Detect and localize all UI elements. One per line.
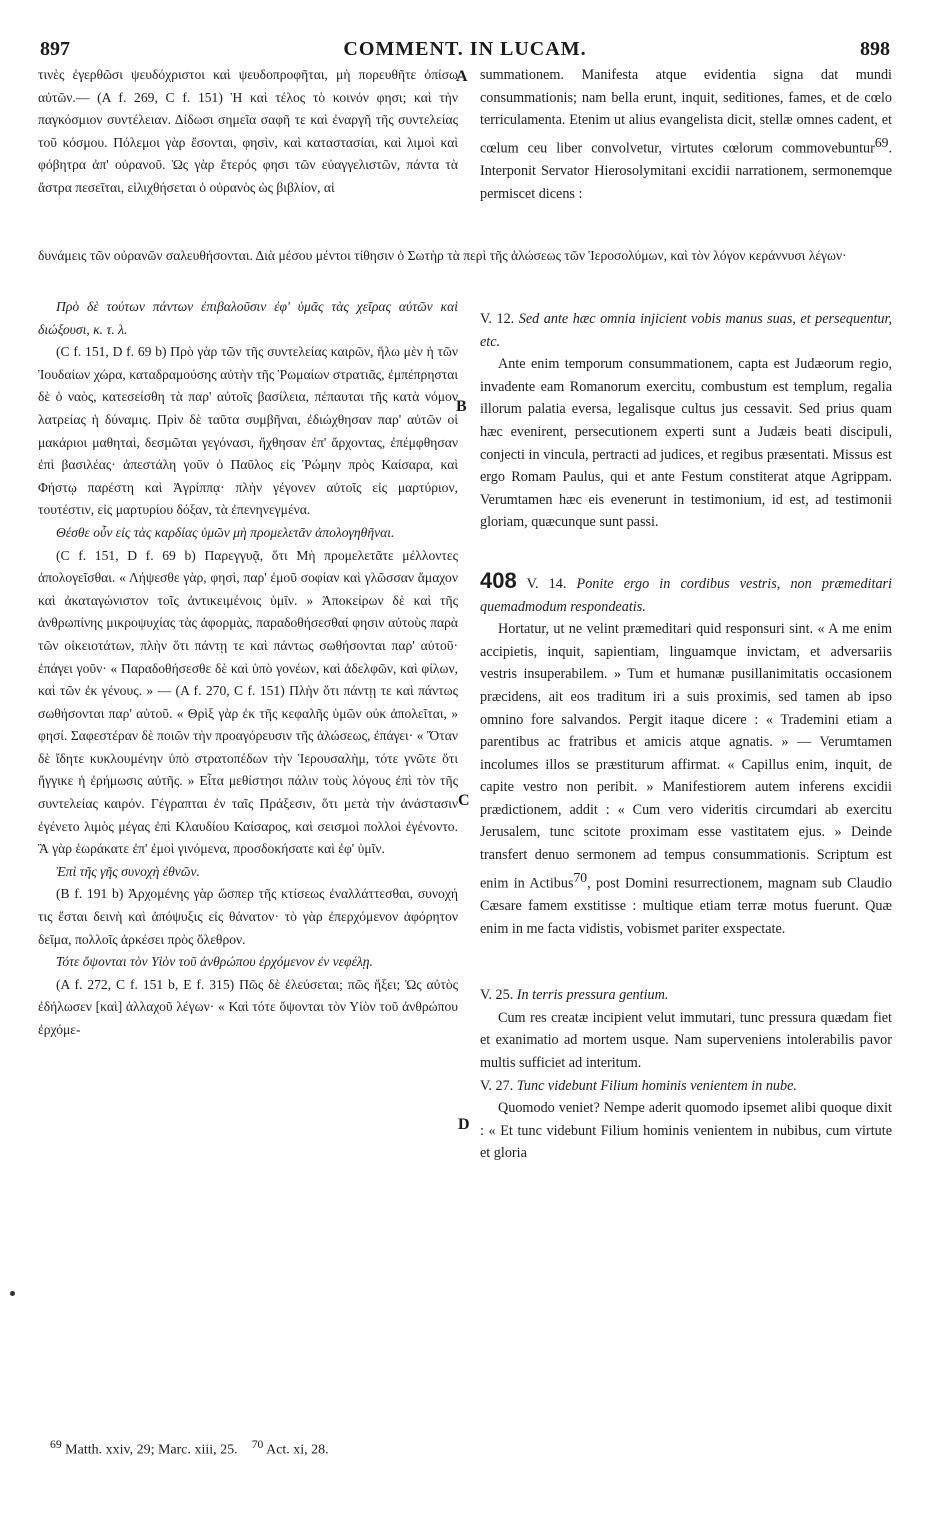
greek-lemma: Θέσθε οὖν εἰς τὰς καρδίας ὑμῶν μὴ προμελετᾶν ἀπολογηθῆναι. xyxy=(56,524,395,540)
latin-paragraph: Quomodo veniet? Nempe aderit quomodo ipsemet alibi quoque dixit : « Et tunc videbunt Filium hominis venientem in nubibus, cum virtute et gloria xyxy=(480,1100,892,1162)
greek-lemma: Ἐπὶ τῆς γῆς συνοχὴ ἐθνῶν. xyxy=(56,863,200,879)
footnote-ref: 69 xyxy=(874,134,889,150)
latin-column xyxy=(480,308,892,1165)
verse-heading: V. 27. Tunc videbunt Filium hominis venientem in nube. xyxy=(480,1077,797,1094)
greek-paragraph: (B f. 191 b) Ἀρχομένης γὰρ ὥσπερ τῆς κτίσεως ἐναλλάττεσθαι, συνοχή τις ἔσται δεινὴ καὶ ἀπόψυξις εἰς θάνατον· τὸ γὰρ ἐπερχόμενον ἀφόρητον δεῖμα, πολλοῖς ἀρκέσει πρὸς ὄλεθρον. xyxy=(38,886,458,947)
margin-letter-c: C xyxy=(458,792,470,809)
latin-column-top xyxy=(480,64,892,205)
greek-paragraph: (C f. 151, D f. 69 b) Παρεγγυᾷ, ὅτι Μὴ προμελετᾶτε μέλλοντες ἀπολογεῖσθαι. « Λήψεσθε γὰρ, φησὶ, παρ' ἐμοῦ σοφίαν καὶ γλῶσσαν ἄμαχον καὶ ἀκαταγώνιστον τοῖς ἀντικειμένοις ὑμῖν. » Ἀποκείρων δὲ καὶ τῆς ἀνθρωπίνης μικροψυχίας τὰς ἀφορμὰς, παραδοθήσεσθαί φησιν αὐτοὺς παρὰ τῶν οἰκειοτάτων, πλὴν ὅτι πάντῃ τε καὶ πάντως σωθήσονται παρ' αὐτοῦ· ἐπάγει γοῦν· « Παραδοθήσεσθε δὲ καὶ ὑπὸ γονέων, καὶ ἀδελφῶν, καὶ φίλων, καὶ τῶν ἐκ γένους. » — (A f. 270, C f. 151) Πλὴν ὅτι πάντῃ τε καὶ πάντως σωθήσονται παρ' αὐτοῦ. « Θρὶξ γὰρ ἐκ τῆς κεφαλῆς ὑμῶν οὐκ ἀπολεῖται, » φησί. Σαφεστέραν δὲ ποιῶν τὴν προαγόρευσιν τῆς ἁλώσεως, ἐπάγει· « Ὅταν δὲ ἴδητε κυκλουμένην ὑπὸ στρατοπέδων τὴν Ἱερουσαλὴμ, τότε γνῶτε ὅτι ἤγγικε ἡ ἐρήμωσις αὐτῆς. » Εἶτα μεθίστησι πάλιν τοὺς λόγους ἐπὶ τὸν τῆς συντελείας καιρόν. Γέγραπται ἐν ταῖς Πράξεσιν, ὅτι μετὰ τὴν ἀνάστασιν ἐγένετο λιμὸς μέγας ἐπὶ Κλαυδίου Καίσαρος, καὶ σεισμοὶ πολλοὶ ἐγένοντο. Ἃ γὰρ ἑωράκατε ἐπ' ἐμοὶ γινόμενα, προσδοκήσατε καὶ ἐφ' ὑμῖν. xyxy=(38,547,458,857)
greek-column-top xyxy=(38,64,458,200)
latin-paragraph: summationem. Manifesta atque evidentia signa dat mundi consummationis; nam bella erunt, inquit, seditiones, fames, et de cœlo terriculamenta. Etenim ut alius evangelista dicit, stellæ omnes cadent, et cœlum ceu liber convolvetur, virtutes cœlorum commovebuntur$^{69}$. Interponit Servator Hierosolymitani excidii narrationem, sermonemque permiscet dicens : xyxy=(480,67,892,202)
latin-paragraph: Hortatur, ut ne velint præmeditari quid responsuri sint. « A me enim accipietis, inquit, sapientiam, linguamque invictam, et adversariis vestris insuperabilem. » Tum et humanæ pusillanimitatis occasionem præcidens, ait eos traditum iri a suis proximis, sed tamen ab ipso omnino fore salvandos. Pergit itaque dicere : « Trademini etiam a parentibus ac fratribus et amicis atque agnatis. » — Verumtamen incolumes illos se præstiturum affirmat. « Capillus enim, inquit, de capite vestro non peribit. » Manifestiorem autem inferens excidii prædictionem, addit : « Cum vero videritis circumdari ab exercitu Jerusalem, tunc scitote proximam esse vastitatem ejus. » Deinde transfert denuo sermonem ad tempus consummationis. Scriptum est enim in Actibus$^{70}$, post Domini resurrectionem, magnam sub Claudio Cæsare famem exstitisse : multique etiam terræ motus fuerunt. Quæ enim in me facta vidistis, vobismet pariter exspectate. xyxy=(480,621,892,937)
latin-paragraph: Cum res creatæ incipient velut immutari, tunc pressura quædam fiet et exanimatio ad mortem usque. Nam superveniens intolerabilis pavor multis sufficiet ad interitum. xyxy=(480,1009,892,1071)
page-number-right: 898 xyxy=(860,38,890,60)
greek-column xyxy=(38,296,458,1042)
footnote-text: Matth. xxiv, 29; Marc. xiii, 25. xyxy=(65,1442,238,1458)
greek-paragraph: (A f. 272, C f. 151 b, E f. 315) Πῶς δὲ ἐλεύσεται; πῶς ἥξει; Ὡς αὐτὸς ἐδήλωσεν [καὶ] ἀλλαχοῦ λέγων· « Καὶ τότε ὄψονται τὸν Υἱὸν τοῦ ἀνθρώπου ἐρχόμε- xyxy=(38,976,458,1037)
margin-letter-b: B xyxy=(456,398,467,415)
footnote-text: Act. xi, 28. xyxy=(266,1442,329,1458)
latin-paragraph: Ante enim temporum consummationem, capta est Judæorum regio, invadente eam Romanorum exercitu, combustum est templum, regalia illorum palatia eversa, legalisque cultus jus cessavit. Sed prius quam hæc evenirent, persecutionem experti sunt a Judæis beati discipuli, conjecti in vincula, pertracti ad judices, et regibus præsentati. Missus est ergo Romam Paulus, qui et ante Festum constiterat atque Agrippam. Verumtamen hæc eis evenerunt in testimonium, id est, ad testimonii gloriam, quæcunque sunt passi. xyxy=(480,356,892,531)
margin-letter-d: D xyxy=(458,1116,470,1133)
greek-paragraph: (C f. 151, D f. 69 b) Πρὸ γὰρ τῶν τῆς συντελείας καιρῶν, ἥλω μὲν ἡ τῶν Ἰουδαίων χώρα, καταδραμούσης αὐτὴν τῆς Ῥωμαίων στρατιᾶς, ἐμπέπρησται δὲ ὁ ναὸς, κατεσείσθη τὰ παρ' αὐτοῖς βασίλεια, πέπαυται τῆς κατὰ νόμον λατρείας ἡ δύναμις. Πρὶν δὲ ταῦτα συμβῆναι, ἐδιώχθησαν παρ' αὐτῶν οἱ μακάριοι μαθηταὶ, δεσμῶται γεγόνασι, ἤχθησαν ἐπ' ἄρχοντας, ἐπέμφθησαν ἐπὶ βασιλέας· ἀπεστάλη γοῦν ὁ Παῦλος εἰς Ῥώμην πρὸς Καίσαρα, καὶ Φήστῳ παρέστη καὶ Ἀγρίππᾳ· πλὴν γέγονεν αὐτοῖς εἰς μαρτύριον, τουτέστιν, εἰς μαρτυρίου δόξαν, τὰ ἐπενηνεγμένα. xyxy=(38,344,458,518)
verse-heading: 408 V. 14. Ponite ergo in cordibus vestris, non præmeditari quemadmodum respondeatis. xyxy=(480,567,892,615)
verse-heading: V. 12. Sed ante hæc omnia injicient vobis manus suas, et persequentur, etc. xyxy=(480,311,893,350)
running-header xyxy=(40,38,890,64)
column-number: 408 xyxy=(480,567,517,593)
margin-dot xyxy=(10,1291,15,1296)
greek-paragraph: τινὲς ἐγερθῶσι ψευδόχριστοι καὶ ψευδοπροφῆται, μὴ πορευθῆτε ὀπίσω αὐτῶν.— (A f. 269, C f. 151) Ἡ καὶ τέλος τὸ κοινόν φησι; καὶ τὴν παγκόσμιον συντέλειαν. Δίδωσι σημεῖα σαφῆ τε καὶ ἐναργῆ τῆς συντελείας τοῦ κόσμου. Πόλεμοι γὰρ ἔσονται, φησὶν, καὶ καταστασίαι, καὶ λιμοὶ καὶ φόβητρα ἀπ' οὐρανοῦ. Ὡς γὰρ ἕτερός φησι τῶν εὐαγγελιστῶν, πάντα τὰ ἄστρα πεσεῖται, εἱλιχθήσεται ὁ οὐρανὸς ὡς βιβλίον, αἱ xyxy=(38,67,458,195)
footnote-ref: 70 xyxy=(573,869,588,885)
margin-letter-a: A xyxy=(456,68,468,85)
footnote-number: 69 xyxy=(50,1438,62,1451)
greek-lemma: Πρὸ δὲ τούτων πάντων ἐπιβαλοῦσιν ἐφ' ὑμᾶς τὰς χεῖρας αὐτῶν καὶ διώξουσι, κ. τ. λ. xyxy=(38,299,458,337)
greek-lemma: Τότε ὄψονται τὸν Υἱὸν τοῦ ἀνθρώπου ἐρχόμενον ἐν νεφέλῃ. xyxy=(56,954,373,970)
full-width-line: δυνάμεις τῶν οὐρανῶν σαλευθήσονται. Διὰ μέσου μέντοι τίθησιν ὁ Σωτὴρ τὰ περὶ τῆς ἁλώσεως τῶν Ἱεροσολύμων, καὶ τὸν λόγον κεράννυσι λέγων· xyxy=(38,248,847,263)
footnotes xyxy=(50,1438,890,1459)
page-number-left: 897 xyxy=(40,38,70,60)
running-title: COMMENT. IN LUCAM. xyxy=(343,38,587,60)
footnote-number: 70 xyxy=(251,1438,264,1451)
verse-heading: V. 25. In terris pressura gentium. xyxy=(480,987,669,1004)
